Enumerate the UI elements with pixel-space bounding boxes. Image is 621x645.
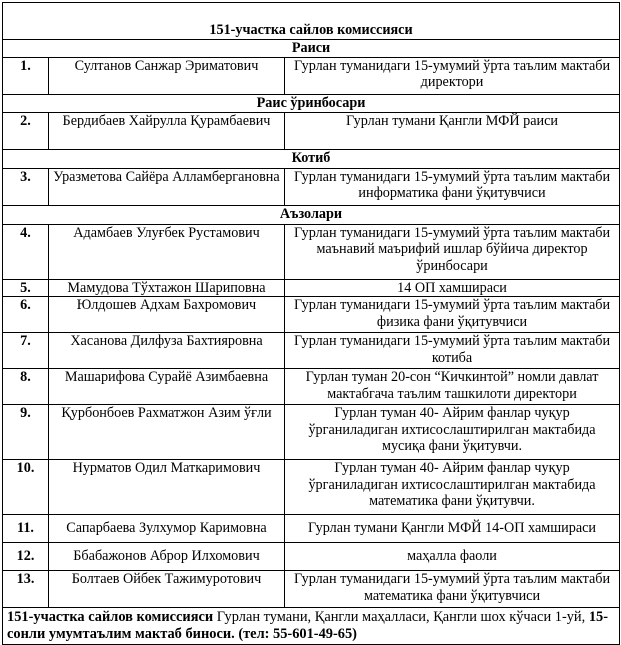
- member-row: [3, 333, 620, 369]
- commission-table-body: [3, 3, 620, 645]
- section-heading: Аъзолари: [3, 205, 620, 224]
- member-position: маҳалла фаоли: [285, 543, 620, 571]
- member-row: [3, 571, 620, 608]
- member-number: 9.: [3, 405, 49, 460]
- commission-table: [2, 2, 620, 645]
- member-row: [3, 279, 620, 297]
- member-name: Машарифова Сурайё Азимбаевна: [49, 369, 285, 405]
- member-row: [3, 168, 620, 205]
- member-position: Гурлан туманидаги 15-умумий ўрта таълим мактаби котиба: [285, 333, 620, 369]
- member-number: 7.: [3, 333, 49, 369]
- document-title: 151-участка сайлов комиссияси: [3, 3, 620, 40]
- member-name: Ббабажонов Аброр Илхомович: [49, 543, 285, 571]
- section-heading-row: [3, 40, 620, 58]
- member-row: [3, 112, 620, 149]
- member-row: [3, 460, 620, 515]
- member-position: Гурлан туман 40- Айрим фанлар чуқур ўрганиладиган ихтисослаштирилган мактабида мусиқа фани ўқитувчи.: [285, 405, 620, 460]
- member-number: 10.: [3, 460, 49, 515]
- section-heading-row: [3, 149, 620, 168]
- member-row: [3, 405, 620, 460]
- section-heading-row: [3, 94, 620, 112]
- member-position: Гурлан туман 40- Айрим фанлар чуқур ўрганиладиган ихтисослаштирилган мактабида математика фани ўқитувчи.: [285, 460, 620, 515]
- member-number: 3.: [3, 168, 49, 205]
- member-name: Болтаев Ойбек Тажимуротович: [49, 571, 285, 608]
- member-row: [3, 369, 620, 405]
- footer-building-phone: 15-сонли умумтаълим мактаб биноси. (тел: 55-601-49-65): [7, 609, 609, 642]
- member-position: Гурлан туман 20-сон “Кичкинтой” номли давлат мактабгача таълим ташкилоти директори: [285, 369, 620, 405]
- member-row: [3, 297, 620, 333]
- member-name: Мамудова Тўхтажон Шариповна: [49, 279, 285, 297]
- member-name: Адамбаев Улуғбек Рустамович: [49, 224, 285, 279]
- member-position: Гурлан туманидаги 15-умумий ўрта таълим мактаби физика фани ўқитувчиси: [285, 297, 620, 333]
- member-name: Қурбонбоев Рахматжон Азим ўғли: [49, 405, 285, 460]
- member-position: 14 ОП хамшираси: [285, 279, 620, 297]
- member-name: Султанов Санжар Эриматович: [49, 57, 285, 94]
- member-name: Хасанова Дилфуза Бахтияровна: [49, 333, 285, 369]
- member-row: [3, 543, 620, 571]
- footer-address: [3, 608, 620, 645]
- member-number: 2.: [3, 112, 49, 149]
- member-number: 5.: [3, 279, 49, 297]
- member-position: Гурлан туманидаги 15-умумий ўрта таълим мактаби информатика фани ўқитувчиси: [285, 168, 620, 205]
- member-number: 13.: [3, 571, 49, 608]
- member-position: Гурлан туманидаги 15-умумий ўрта таълим мактаби директори: [285, 57, 620, 94]
- member-position: Гурлан тумани Қангли МФЙ 14-ОП хамшираси: [285, 515, 620, 543]
- member-name: Уразметова Сайёра Алламбергановна: [49, 168, 285, 205]
- footer-row: [3, 608, 620, 645]
- member-name: Бердибаев Хайрулла Қурамбаевич: [49, 112, 285, 149]
- section-heading: Котиб: [3, 149, 620, 168]
- member-position: Гурлан туманидаги 15-умумий ўрта таълим мактаби математика фани ўқитувчиси: [285, 571, 620, 608]
- section-heading: Раис ўринбосари: [3, 94, 620, 112]
- section-heading-row: [3, 205, 620, 224]
- member-row: [3, 224, 620, 279]
- member-number: 6.: [3, 297, 49, 333]
- member-name: Нурматов Одил Маткаримович: [49, 460, 285, 515]
- footer-commission-name: 151-участка сайлов комиссияси: [7, 609, 214, 625]
- section-heading: Раиси: [3, 40, 620, 58]
- member-row: [3, 515, 620, 543]
- member-position: Гурлан тумани Қангли МФЙ раиси: [285, 112, 620, 149]
- member-number: 4.: [3, 224, 49, 279]
- member-name: Сапарбаева Зулхумор Каримовна: [49, 515, 285, 543]
- member-number: 11.: [3, 515, 49, 543]
- title-row: [3, 3, 620, 40]
- member-number: 12.: [3, 543, 49, 571]
- footer-address-text: Гурлан тумани, Қангли маҳалласи, Қангли шох кўчаси 1-уй,: [213, 609, 589, 625]
- member-number: 1.: [3, 57, 49, 94]
- member-name: Юлдошев Адхам Бахромович: [49, 297, 285, 333]
- member-row: [3, 57, 620, 94]
- member-position: Гурлан туманидаги 15-умумий ўрта таълим мактаби маънавий маърифий ишлар бўйича директор ўринбосари: [285, 224, 620, 279]
- member-number: 8.: [3, 369, 49, 405]
